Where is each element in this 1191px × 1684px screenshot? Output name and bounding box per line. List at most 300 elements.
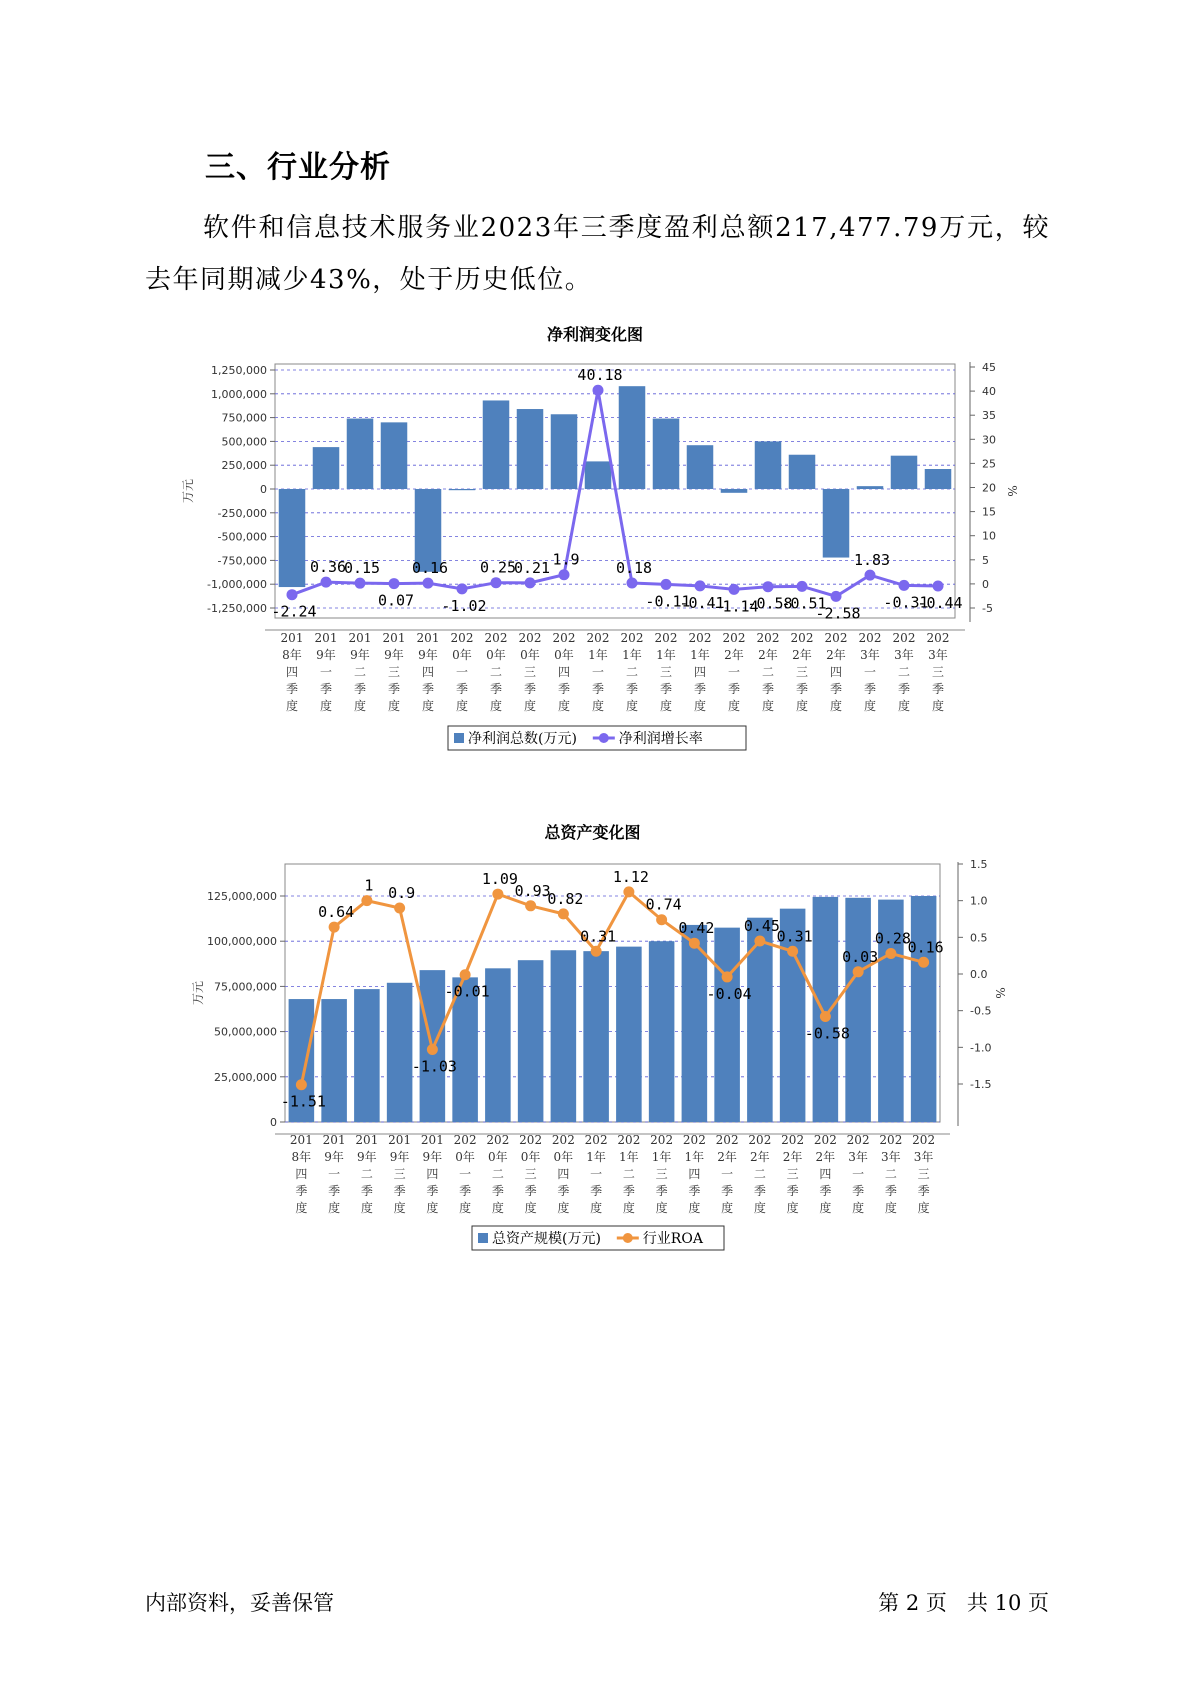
category-label-line: 二	[884, 1167, 897, 1181]
category-label-line: 度	[721, 1201, 734, 1215]
category-label-line: 1年	[656, 648, 676, 662]
left-tick-label: 25,000,000	[214, 1070, 277, 1084]
category-label-line: 度	[786, 1201, 799, 1215]
line-point	[296, 1079, 307, 1090]
category-label-line: 季	[693, 682, 707, 696]
data-label: -0.04	[706, 984, 752, 1003]
category-label-line: 201	[416, 631, 440, 645]
left-tick-label: -500,000	[217, 530, 267, 544]
category-label-line: 季	[557, 1184, 570, 1198]
legend-bar-label: 总资产规模(万元)	[492, 1231, 601, 1247]
bar	[649, 941, 675, 1122]
category-label-line: 9年	[357, 1150, 377, 1164]
category-label-line: 季	[590, 1184, 603, 1198]
category-label	[748, 1133, 771, 1215]
line-point	[820, 1011, 831, 1022]
data-label: 0.21	[513, 558, 551, 577]
line-point	[722, 971, 733, 982]
category-label	[281, 631, 304, 713]
category-label-line: 季	[852, 1184, 865, 1198]
category-label	[421, 1133, 444, 1215]
category-label-line: 3年	[894, 648, 914, 662]
category-label-line: 度	[523, 699, 537, 713]
category-label-line: 202	[748, 1133, 772, 1147]
right-tick-label: -0.5	[970, 1004, 992, 1018]
line-point	[423, 578, 434, 589]
legend	[448, 726, 746, 750]
data-label: 0.16	[411, 559, 449, 578]
category-label	[454, 1133, 477, 1215]
left-tick-label: 1,000,000	[211, 387, 267, 401]
category-label-line: 四	[693, 665, 707, 679]
bar	[551, 950, 577, 1122]
bar	[347, 419, 374, 489]
bar	[721, 489, 748, 493]
line-point	[355, 578, 366, 589]
left-tick-label: 250,000	[221, 459, 267, 473]
category-label-line: 202	[846, 1133, 870, 1147]
legend	[472, 1226, 724, 1250]
category-label-line: 202	[926, 631, 950, 645]
category-label-line: 季	[459, 1184, 472, 1198]
category-label-line: 季	[917, 1184, 930, 1198]
data-label: 0.07	[377, 591, 415, 610]
category-label-line: 度	[819, 1201, 832, 1215]
category-label-line: 一	[727, 665, 741, 679]
category-label	[486, 1133, 509, 1215]
category-label-line: 202	[781, 1133, 805, 1147]
category-label-line: 三	[393, 1167, 406, 1181]
category-label-line: 度	[421, 699, 435, 713]
category-label-line: 三	[786, 1167, 799, 1181]
category-label-line: 季	[721, 1184, 734, 1198]
category-label-line: 3年	[881, 1150, 901, 1164]
category-label-line: 202	[584, 1133, 608, 1147]
category-label-line: 202	[453, 1133, 477, 1147]
category-label-line: 季	[786, 1184, 799, 1198]
category-label-line: 度	[753, 1201, 766, 1215]
category-label	[781, 1133, 804, 1215]
category-label-line: 201	[280, 631, 304, 645]
category-label-line: 二	[625, 665, 639, 679]
category-label-line: 9年	[384, 648, 404, 662]
category-label-line: 2年	[758, 648, 778, 662]
category-label-line: 度	[459, 1201, 472, 1215]
category-label-line: 三	[523, 665, 537, 679]
category-label-line: 度	[353, 699, 367, 713]
legend-line-label: 行业ROA	[642, 1231, 703, 1247]
category-label-line: 度	[295, 1201, 308, 1215]
left-tick-label: 75,000,000	[214, 980, 277, 994]
category-label-line: 二	[753, 1167, 766, 1181]
y-axis-label-right: %	[993, 987, 1007, 999]
category-label-line: 3年	[848, 1150, 868, 1164]
category-label-line: 2年	[826, 648, 846, 662]
category-label-line: 8年	[291, 1150, 312, 1164]
category-label-line: 季	[727, 682, 741, 696]
right-tick-label: 1.5	[970, 858, 988, 871]
category-label-line: 度	[360, 1201, 373, 1215]
bar	[911, 896, 937, 1122]
data-label: -0.41	[679, 593, 725, 612]
line-point	[361, 895, 372, 906]
category-label	[893, 631, 916, 713]
bar	[755, 441, 782, 489]
category-label	[757, 631, 780, 713]
bar	[687, 445, 714, 489]
bar	[925, 469, 952, 489]
line-point	[389, 578, 400, 589]
left-tick-label: 1,250,000	[211, 364, 267, 377]
right-tick-label: 30	[982, 433, 996, 447]
data-label: -0.11	[645, 592, 691, 611]
data-label: 0.64	[318, 903, 355, 922]
line-point	[853, 966, 864, 977]
category-label-line: 201	[382, 631, 406, 645]
category-label-line: 度	[426, 1201, 439, 1215]
category-label	[315, 631, 338, 713]
category-label-line: 202	[715, 1133, 739, 1147]
category-label	[814, 1133, 837, 1215]
category-label-line: 度	[884, 1201, 897, 1215]
category-label-line: 9年	[418, 648, 438, 662]
line-point	[591, 946, 602, 957]
line-point	[885, 948, 896, 959]
category-label-line: 季	[523, 682, 537, 696]
category-label-line: 季	[819, 1184, 832, 1198]
category-label-line: 四	[557, 665, 571, 679]
category-label-line: 202	[518, 631, 542, 645]
category-label-line: 度	[591, 699, 605, 713]
category-label-line: 季	[863, 682, 877, 696]
category-label-line: 202	[892, 631, 916, 645]
right-tick-label: 20	[982, 481, 996, 495]
bar	[313, 447, 340, 489]
left-tick-label: 125,000,000	[207, 890, 277, 903]
category-label	[417, 631, 440, 713]
bar	[789, 455, 816, 489]
data-label: -1.02	[441, 596, 487, 615]
right-tick-label: 25	[982, 457, 996, 471]
left-tick-label: -750,000	[217, 554, 267, 568]
category-label-line: 202	[450, 631, 474, 645]
category-label-line: 1年	[690, 648, 710, 662]
data-label: 0.74	[645, 895, 682, 914]
line-point	[797, 581, 808, 592]
category-label-line: 二	[353, 665, 367, 679]
line-point	[623, 886, 634, 897]
data-label: 0.18	[615, 559, 653, 578]
data-label: 0.31	[580, 927, 617, 946]
net-profit-chart	[0, 322, 1191, 762]
category-label	[723, 631, 746, 713]
line-point	[689, 938, 700, 949]
category-label-line: 202	[813, 1133, 837, 1147]
category-label-line: 四	[421, 665, 435, 679]
line-point	[899, 580, 910, 591]
data-label: 0.25	[479, 558, 517, 577]
right-tick-label: 15	[982, 505, 996, 519]
category-label-line: 201	[322, 1133, 346, 1147]
category-label-line: 季	[897, 682, 911, 696]
category-label-line: 度	[328, 1201, 341, 1215]
category-label-line: 季	[557, 682, 571, 696]
category-label-line: 202	[858, 631, 882, 645]
category-label-line: 202	[912, 1133, 936, 1147]
line-point	[695, 580, 706, 591]
category-label	[912, 1133, 935, 1215]
line-point	[831, 591, 842, 602]
category-label-line: 0年	[455, 1150, 475, 1164]
category-label-line: 201	[289, 1133, 313, 1147]
data-label: -0.51	[781, 594, 827, 613]
category-label-line: 度	[491, 1201, 504, 1215]
category-label-line: 1年	[619, 1150, 639, 1164]
line-point	[394, 903, 405, 914]
category-label-line: 季	[387, 682, 401, 696]
data-label: 0.15	[343, 559, 381, 578]
category-label-line: 一	[455, 665, 469, 679]
category-label-line: 202	[879, 1133, 903, 1147]
category-label	[485, 631, 508, 713]
category-label	[552, 1133, 575, 1215]
category-label-line: 二	[360, 1167, 373, 1181]
category-label-line: 3年	[913, 1150, 934, 1164]
bar	[387, 983, 413, 1122]
bar	[823, 489, 850, 558]
data-label: 0.03	[842, 947, 879, 966]
category-label-line: 三	[931, 665, 945, 679]
right-tick-label: -1.5	[970, 1078, 992, 1091]
chart-title: 总资产变化图	[544, 823, 641, 842]
left-tick-label: -1,000,000	[207, 578, 267, 592]
category-label-line: 度	[863, 699, 877, 713]
data-label: -0.44	[917, 594, 963, 613]
category-label-line: 季	[591, 682, 605, 696]
category-label-line: 度	[387, 699, 401, 713]
line-point	[492, 889, 503, 900]
bar	[653, 419, 680, 489]
category-label-line: 二	[491, 1167, 504, 1181]
right-tick-label: 40	[982, 385, 996, 399]
line-point	[656, 914, 667, 925]
right-tick-label: 0.0	[970, 968, 988, 981]
data-label: -2.58	[815, 604, 861, 623]
data-label: 1.12	[612, 867, 649, 886]
bar	[381, 422, 408, 489]
category-label-line: 1年	[622, 648, 642, 662]
data-label: -0.58	[804, 1024, 850, 1043]
line-point	[525, 577, 536, 588]
category-label-line: 季	[655, 1184, 668, 1198]
category-label-line: 二	[761, 665, 775, 679]
bar	[583, 951, 609, 1122]
category-label-line: 0年	[554, 648, 574, 662]
data-label: 0.36	[309, 558, 347, 577]
category-label-line: 202	[790, 631, 814, 645]
category-label-line: 0年	[488, 1150, 508, 1164]
data-label: -0.01	[444, 982, 490, 1001]
category-label	[617, 1133, 640, 1215]
category-label-line: 0年	[520, 1150, 541, 1164]
category-label	[621, 631, 644, 713]
category-label-line: 季	[931, 682, 945, 696]
category-label-line: 度	[795, 699, 809, 713]
line-point	[661, 579, 672, 590]
category-label-line: 2年	[792, 648, 812, 662]
category-label-line: 201	[348, 631, 372, 645]
category-label-line: 四	[829, 665, 843, 679]
category-label-line: 度	[829, 699, 843, 713]
category-label-line: 202	[486, 1133, 510, 1147]
category-label-line: 9年	[422, 1150, 443, 1164]
left-tick-label: 50,000,000	[214, 1025, 277, 1039]
category-label	[451, 631, 474, 713]
category-label-line: 度	[489, 699, 503, 713]
category-label-line: 9年	[389, 1150, 410, 1164]
category-label	[519, 1133, 542, 1215]
category-label	[388, 1133, 411, 1215]
category-label-line: 季	[491, 1184, 504, 1198]
bar	[857, 486, 884, 489]
category-label-line: 202	[551, 1133, 575, 1147]
line-point	[933, 581, 944, 592]
footer-page-total: 共 10 页	[966, 1591, 1049, 1615]
category-label-line: 201	[420, 1133, 444, 1147]
category-label-line: 季	[360, 1184, 373, 1198]
y-axis-label-left: 万元	[191, 980, 205, 1006]
data-label: 0.9	[388, 884, 416, 902]
y-axis-label-left: 万元	[181, 478, 195, 504]
body-paragraph: 软件和信息技术服务业2023年三季度盈利总额217,477.79万元，较去年同期减少43%，处于历史低位。	[145, 213, 1050, 295]
category-label-line: 2年	[782, 1150, 803, 1164]
data-label: -2.24	[271, 602, 317, 621]
category-label-line: 三	[387, 665, 401, 679]
category-label-line: 度	[693, 699, 707, 713]
line-point	[491, 577, 502, 588]
category-label-line: 季	[753, 1184, 766, 1198]
category-label-line: 1年	[586, 1150, 606, 1164]
category-label-line: 季	[319, 682, 333, 696]
bar	[747, 918, 773, 1122]
category-label-line: 季	[328, 1184, 341, 1198]
bar	[714, 928, 740, 1122]
data-label: -0.58	[747, 594, 793, 613]
line-point	[558, 908, 569, 919]
category-label	[587, 631, 610, 713]
category-label-line: 季	[659, 682, 673, 696]
category-label-line: 2年	[815, 1150, 836, 1164]
right-tick-label: 0	[982, 577, 989, 591]
category-label-line: 202	[756, 631, 780, 645]
category-label-line: 度	[557, 699, 571, 713]
bar	[449, 489, 476, 490]
category-label-line: 一	[591, 665, 605, 679]
category-label-line: 季	[688, 1184, 701, 1198]
category-label-line: 度	[393, 1201, 406, 1215]
bar	[891, 456, 918, 489]
legend-line-marker	[623, 1233, 633, 1243]
category-label-line: 202	[688, 631, 712, 645]
net-profit-chart-svg	[0, 322, 1191, 762]
category-label-line: 2年	[750, 1150, 770, 1164]
legend-bar-label: 净利润总数(万元)	[468, 731, 577, 747]
category-label-line: 0年	[520, 648, 540, 662]
category-label	[290, 1133, 313, 1215]
category-label	[355, 1133, 378, 1215]
bar	[813, 897, 839, 1122]
data-label: 1.9	[552, 550, 580, 569]
category-label-line: 一	[459, 1167, 472, 1181]
line-point	[287, 589, 298, 600]
category-label	[927, 631, 950, 713]
line-point	[457, 583, 468, 594]
category-label-line: 202	[519, 1133, 543, 1147]
category-label-line: 202	[620, 631, 644, 645]
category-label-line: 季	[761, 682, 775, 696]
category-label-line: 季	[795, 682, 809, 696]
category-label-line: 9年	[316, 648, 336, 662]
data-label: 1	[364, 876, 374, 895]
bar	[845, 898, 871, 1122]
footer-page-number	[878, 1587, 1049, 1617]
category-label-line: 度	[852, 1201, 865, 1215]
category-label-line: 3年	[860, 648, 880, 662]
category-label-line: 一	[863, 665, 877, 679]
line-point	[627, 578, 638, 589]
category-label-line: 二	[489, 665, 503, 679]
legend-line-marker	[599, 733, 609, 743]
right-tick-label: 1.0	[970, 894, 988, 908]
category-label-line: 8年	[282, 648, 302, 662]
category-label-line: 一	[328, 1167, 341, 1181]
line-point	[329, 922, 340, 933]
left-tick-label: -250,000	[217, 506, 267, 520]
category-label	[655, 631, 678, 713]
category-label-line: 202	[484, 631, 508, 645]
category-label-line: 二	[622, 1167, 635, 1181]
category-label-line: 度	[761, 699, 775, 713]
category-label-line: 202	[586, 631, 610, 645]
category-label-line: 季	[353, 682, 367, 696]
bar	[551, 414, 578, 489]
category-label-line: 度	[557, 1201, 570, 1215]
category-label-line: 季	[426, 1184, 439, 1198]
right-tick-label: 10	[982, 529, 996, 543]
bar	[616, 947, 642, 1122]
category-label-line: 2年	[717, 1150, 737, 1164]
right-tick-label: 45	[982, 361, 996, 374]
line-point	[787, 946, 798, 957]
category-label-line: 度	[524, 1201, 537, 1215]
line-point	[754, 936, 765, 947]
category-label	[585, 1133, 608, 1215]
category-label-line: 季	[884, 1184, 897, 1198]
category-label-line: 一	[319, 665, 333, 679]
line-point	[918, 957, 929, 968]
category-label	[650, 1133, 673, 1215]
legend-bar-swatch	[454, 733, 464, 743]
data-label: 0.93	[514, 881, 551, 900]
category-label-line: 202	[552, 631, 576, 645]
category-label-line: 202	[617, 1133, 641, 1147]
chart-title: 净利润变化图	[546, 325, 644, 344]
category-label	[859, 631, 882, 713]
category-label-line: 季	[455, 682, 469, 696]
category-label-line: 度	[655, 1201, 668, 1215]
data-label: 0.31	[776, 927, 813, 946]
category-label-line: 季	[295, 1184, 308, 1198]
